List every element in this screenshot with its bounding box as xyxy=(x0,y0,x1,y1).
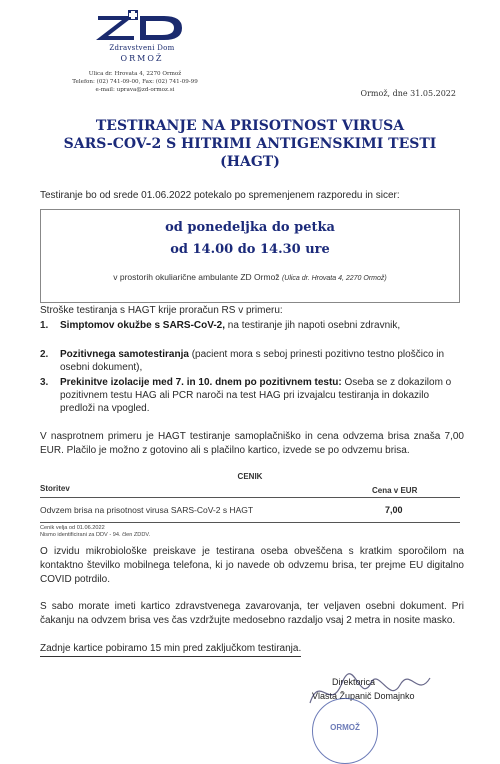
schedule-hours: od 14.00 do 14.30 ure xyxy=(170,242,330,257)
list-text: Oseba se z dokazilom o pozitivnem testu HAG ali PCR naroči na test HAG pri izvajalcu testiranja in dokazilo predloži na vpogled. xyxy=(60,377,452,414)
table-divider xyxy=(40,497,460,498)
title-line-1: TESTIRANJE NA PRISOTNOST VIRUSA xyxy=(95,118,405,134)
email-line: e-mail: uprava@zd-ormoz.si xyxy=(95,87,175,93)
schedule-days: od ponedeljka do petka xyxy=(165,220,335,235)
list-item xyxy=(40,348,460,374)
location-address: (Ulica dr. Hrovata 4, 2270 Ormož) xyxy=(281,275,387,282)
last-card-note: Zadnje kartice pobiramo 15 min pred zaključkom testiranja. xyxy=(40,642,301,657)
price-note-vat: Nismo identificirani za DDV - 94. člen ZDDV. xyxy=(40,532,151,538)
table-divider xyxy=(40,522,460,523)
col-service-header: Storitev xyxy=(40,484,70,493)
list-item xyxy=(40,376,460,415)
zd-logo xyxy=(94,10,190,40)
price-table-title: CENIK xyxy=(237,472,263,481)
list-bold: Pozitivnega samotestiranja xyxy=(60,349,189,360)
list-text: (pacient mora s seboj prinesti pozitivno testno ploščico in osebni dokument), xyxy=(60,349,445,373)
schedule-box xyxy=(40,209,460,303)
price-value: 7,00 xyxy=(385,505,403,515)
schedule-location xyxy=(41,272,459,282)
title-line-3: (HAGT) xyxy=(220,154,280,170)
list-number: 1. xyxy=(40,320,49,331)
list-number: 2. xyxy=(40,349,49,360)
info-paragraph-result: O izvidu mikrobiološke preiskave je testirana oseba obveščena s kratkim sporočilom na kontaktno številko mobilnega telefona, ki jo navede ob odvzemu brisa, ter prejme EU digitalno COVID potrdilo. xyxy=(40,546,464,585)
official-stamp xyxy=(312,698,378,764)
phone-line: Telefon: (02) 741-09-00, Fax: (02) 741-09-99 xyxy=(72,79,198,85)
intro-text: Testiranje bo od srede 01.06.2022 potekalo po spremenjenem razporedu in sicer: xyxy=(40,190,400,201)
location-text: v prostorih okuliarične ambulante ZD Ormož xyxy=(113,272,280,282)
payment-text: V nasprotnem primeru je HAGT testiranje samoplačniško in cena odvzema brisa znaša 7,00 EUR. Plačilo je možno z gotovino ali s plačilno kartico, izvede se po odvzemu brisa. xyxy=(40,431,464,456)
list-item xyxy=(40,319,460,332)
info-paragraph-documents: S sabo morate imeti kartico zdravstvenega zavarovanja, ter veljaven osebni dokument. Pri čakanju na odvzem brisa ves čas vzdržujte medosebno razdaljo vsaj 2 metra in nosite masko. xyxy=(40,601,464,626)
address-line: Ulica dr. Hrovata 4, 2270 Ormož xyxy=(88,71,182,77)
list-text: na testiranje jih napoti osebni zdravnik, xyxy=(225,320,401,331)
signature-name: Vlasta Županič Domajnko xyxy=(312,691,415,701)
signature-role: Direktorica xyxy=(332,677,376,687)
list-number: 3. xyxy=(40,377,49,388)
list-bold: Prekinitve izolacije med 7. in 10. dnem po pozitivnem testu: xyxy=(60,377,342,388)
org-town: ORMOŽ xyxy=(120,54,164,63)
org-name: Zdravstveni Dom xyxy=(109,44,175,52)
list-bold: Simptomov okužbe s SARS-CoV-2, xyxy=(60,320,226,331)
stamp-text: ORMOŽ xyxy=(330,723,360,732)
costs-intro: Stroške testiranja s HAGT krije proračun RS v primeru: xyxy=(40,305,283,316)
title-line-2: SARS-COV-2 S HITRIMI ANTIGENSKIMI TESTI xyxy=(63,136,437,152)
document-date: Ormož, dne 31.05.2022 xyxy=(360,89,456,98)
price-service: Odvzem brisa na prisotnost virusa SARS-CoV-2 s HAGT xyxy=(40,505,254,515)
price-note-validity: Cenik velja od 01.06.2022 xyxy=(40,525,105,531)
col-price-header: Cena v EUR xyxy=(372,486,418,495)
